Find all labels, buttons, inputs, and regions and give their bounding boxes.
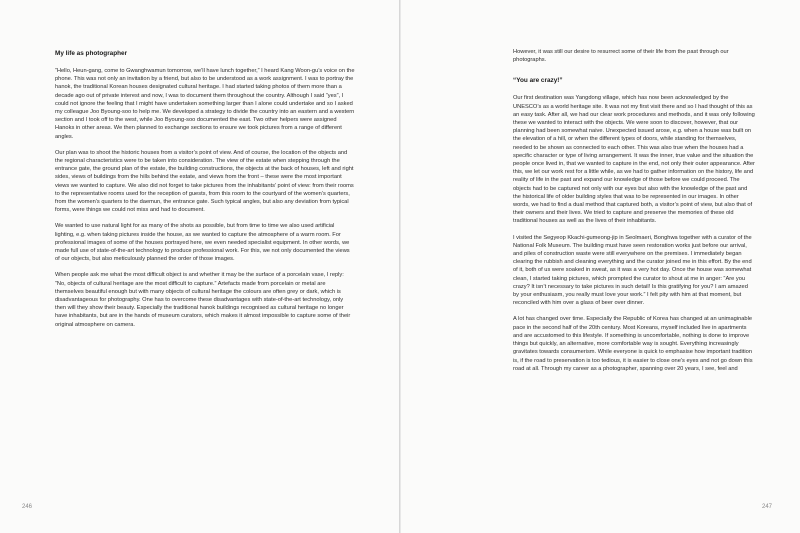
paragraph: When people ask me what the most difficult object is and whether it may be the surface of a porcelain vase, I reply: “No, objects of cultural heritage are the most difficult to capture.” Artefacts made from porcelain or metal are themselves beautiful enough but with many objects of cultural heritage the colours are often grey or dark, which is disadvantageous for photography. One has to overcome these disadvantages with state-of-the-art technology, only then will they show their beauty. Especially the traditional hanok buildings recognised as cultural heritage no longer have inhabitants, but are in the hands of museum curators, which makes it almost impossible to capture some of their original atmosphere on camera.	[55, 272, 351, 328]
section-heading-photographer: My life as photographer	[55, 50, 128, 57]
paragraph: “Hello, Heun-gang, come to Gwanghwamun tomorrow, we’ll have lunch together,” I heard Kang Woon-gu’s voice on the phone. This was not only an invitation by a friend, but also to be understood as a work assignment. I was to portray the hanok, the traditional Korean houses designated cultural heritage. I had started taking photos of them more than a decade ago out of private interest and now, I was to document them throughout the country. Although I said “yes”, I could not ignore the feeling that I might have undertaken something larger than I alone could undertake and so I asked my colleague Joo Byoung-soo to help me. We developed a strategy to divide the country into an eastern and a western section and I took off to the west, while Joo Byoung-soo documented the east. Two other helpers were assigned Hanoks in other areas. We then planned to exchange sections to ensure we took pictures from a range of different angles.	[55, 68, 355, 140]
left-page	[0, 0, 399, 533]
intro-paragraph: However, it was still our desire to resurrect some of their life from the past through our photographs.	[513, 49, 729, 64]
paragraph: We wanted to use natural light for as many of the shots as possible, but from time to time we also used artificial lighting, e.g. when taking pictures inside the house, as we wanted to capture the atmosphere of a warm room. For professional images of some of the houses portrayed here, we even needed specialist equipment. In other words, we made full use of state-of-the-art technology to produce professional work. For this, we not only documented the views of our objects, but also meticulously planned the order of those images.	[55, 223, 350, 263]
page-number-right: 247	[762, 504, 773, 510]
left-text-column	[55, 50, 355, 337]
paragraph: A lot has changed over time. Especially the Republic of Korea has changed at an unimaginable pace in the second half of the 20th century. Most Koreans, myself included live in apartments and are accustomed to this lifestyle. If something is uncomfortable, nothing is done to improve things but quickly, an alternative, more comfortable way is sought. Everything increasingly gravitates towards consumerism. While everyone is quick to emphasise how important tradition is, if the road to preservation is too tedious, it is easier to close one’s eyes and not go down this road at all. Through my career as a photographer, spanning over 20 years, I see, feel and	[513, 316, 753, 372]
right-page	[401, 0, 800, 533]
paragraph: Our first destination was Yangdong village, which has now been acknowledged by the UNESCO’s as a world heritage site. It was not my first visit there and so I had thought of this as an easy task. After all, we had our clear work procedures and methods, and it was only following these we wanted to interact with the objects. We were soon to discover, however, that our planning had been somewhat naive. Unexpected issued arose, e.g. when a house was built on the elevation of a hill, or when the different types of doors, while standing for themselves, needed to be shown as connected to each other. This was also true when the houses had a specific character or type of living arrangement. It was the inner, true value and the situation the people once lived in, that we wanted to capture in the end, not only their outer appearance. After this, we let our work rest for a little while, as we had to gather information on the history, life and reality of life in the past and expand our knowledge of those before we could proceed. The objects had to be captured not only with our eyes but also with the knowledge of the past and the historical life of older building styles that was to be represented in our images. In other words, we had to find a dual method that captured both, a visitor’s point of view, but also that of their owners and their lives. We tried to capture and preserve the memories of these old traditional houses as well as the lives of their inhabitants.	[513, 95, 755, 225]
right-text-column	[513, 48, 755, 381]
page-number-left: 246	[22, 504, 33, 510]
paragraph: I visited the Segyeop Kkachi-gumeong-jip in Seolmaeri, Bonghwa together with a curator of the National Folk Museum. The building must have seen restoration works just before our arrival, and piles of construction waste were still everywhere on the premises. I immediately began clearing the rubbish and cleaning everything and the curator joined me in this effort. By the end of it, both of us were soaked in sweat, as it was a very hot day. Once the house was somewhat clean, I started taking pictures, which prompted the curator to shout at me in anger: “Are you crazy? It isn’t necessary to take pictures in such detail! Is this gratifying for you? I am amazed by your enthusiasm, you really must love your work.” I felt pity with him at that moment, but reconciled with him over a glass of beer over dinner.	[513, 234, 752, 307]
paragraph: Our plan was to shoot the historic houses from a visitor’s point of view. And of course, the location of the objects and the regional characteristics were to be taken into consideration. The view of the estate when stepping through the entrance gate, the ground plan of the estate, the building constructions, the objects at the back of houses, left and right sides, views of buildings from the hills behind the estate, and views from the front – these were the most important views we wanted to capture. We also did not forget to take pictures from the inhabitants’ point of view: from their rooms to the representative rooms used for the reception of guests, from this room to the courtyard of the women’s quarters, from the women’s quarters to the daemun, the entrance gate. Such typical angles, but also any deviation from typical forms, were things we could not miss and had to document.	[55, 149, 354, 214]
section-heading-crazy: “You are crazy!”	[513, 77, 563, 85]
